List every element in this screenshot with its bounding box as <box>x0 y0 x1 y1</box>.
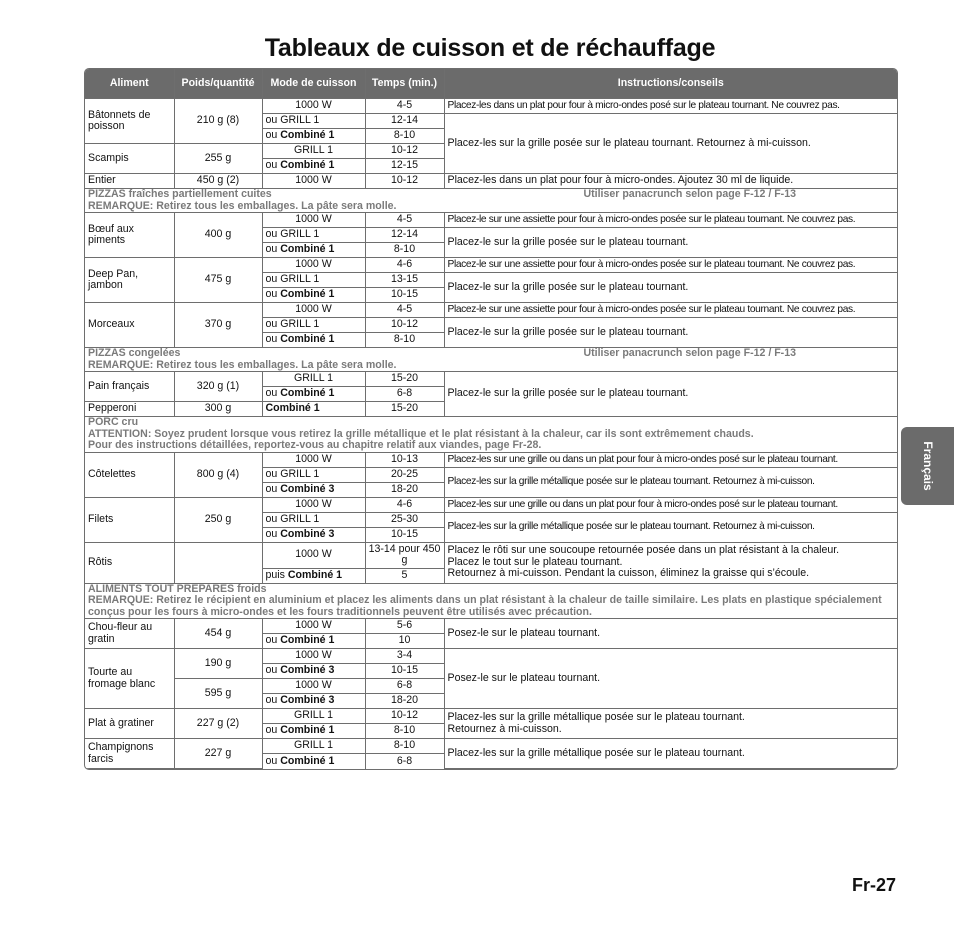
cooking-mode: 1000 W <box>262 452 365 467</box>
instruction: Placez-les sur la grille métallique posée sur le plateau tournant. <box>444 739 897 769</box>
cooking-time: 25-30 <box>365 512 444 527</box>
table-row <box>85 649 897 664</box>
cooking-time: 10-12 <box>365 144 444 159</box>
cooking-table <box>84 68 898 770</box>
cooking-time: 8-10 <box>365 243 444 258</box>
cooking-mode: 1000 W <box>262 303 365 318</box>
cooking-mode: ou Combiné 1 <box>262 159 365 174</box>
cooking-mode: ou Combiné 1 <box>262 243 365 258</box>
food-weight: 210 g (8) <box>174 99 262 144</box>
food-name: Filets <box>85 497 174 542</box>
food-weight: 320 g (1) <box>174 372 262 402</box>
instruction: Placez-les sur la grille métallique posée sur le plateau tournant. Retournez à mi-cuisson. <box>444 512 897 542</box>
instruction: Placez-les sur la grille métallique posée sur le plateau tournant. Retournez à mi-cuisson. <box>444 467 897 497</box>
instruction: Placez-le sur une assiette pour four à micro-ondes posée sur le plateau tournant. Ne couvrez pas. <box>444 303 897 318</box>
food-name: Pepperoni <box>85 402 174 417</box>
cooking-time: 13-15 <box>365 273 444 288</box>
cooking-time: 8-10 <box>365 129 444 144</box>
cooking-mode: 1000 W <box>262 258 365 273</box>
food-name: Pain français <box>85 372 174 402</box>
cooking-time: 3-4 <box>365 649 444 664</box>
cooking-mode: ou Combiné 1 <box>262 387 365 402</box>
cooking-mode: ou Combiné 3 <box>262 694 365 709</box>
food-name: Entier <box>85 174 174 189</box>
cooking-mode: ou Combiné 1 <box>262 724 365 739</box>
cooking-mode: GRILL 1 <box>262 739 365 754</box>
cooking-mode: ou Combiné 1 <box>262 333 365 348</box>
food-name: Scampis <box>85 144 174 174</box>
cooking-time: 6-8 <box>365 679 444 694</box>
cooking-mode: Combiné 1 <box>262 402 365 417</box>
cooking-mode: ou GRILL 1 <box>262 467 365 482</box>
cooking-time: 10-12 <box>365 318 444 333</box>
cooking-time: 10-13 <box>365 452 444 467</box>
instruction: Placez le rôti sur une soucoupe retournée posée dans un plat résistant à la chaleur. Placez le tout sur le plateau tournant. Retournez à mi-cuisson. Pendant la cuisson, éliminez la graisse qui s’écoule. <box>444 542 897 583</box>
food-weight: 595 g <box>174 679 262 709</box>
table-row <box>85 213 897 228</box>
table-row <box>85 303 897 318</box>
cooking-time: 20-25 <box>365 467 444 482</box>
cooking-time: 15-20 <box>365 402 444 417</box>
section-row <box>85 189 897 213</box>
header-instructions: Instructions/conseils <box>444 69 897 99</box>
section-title: PIZZAS fraîches partiellement cuites <box>88 188 272 200</box>
cooking-time: 10-15 <box>365 527 444 542</box>
section-porc <box>85 417 897 453</box>
food-weight: 450 g (2) <box>174 174 262 189</box>
instruction: Placez-les sur une grille ou dans un plat pour four à micro-ondes posé sur le plateau tournant. <box>444 452 897 467</box>
food-name: Bâtonnets de poisson <box>85 99 174 144</box>
instruction: Placez-les dans un plat pour four à micro-ondes posé sur le plateau tournant. Ne couvrez pas. <box>444 99 897 114</box>
cooking-time: 8-10 <box>365 724 444 739</box>
food-weight: 454 g <box>174 619 262 649</box>
table-row <box>85 542 897 568</box>
cooking-mode: GRILL 1 <box>262 144 365 159</box>
page-title: Tableaux de cuisson et de réchauffage <box>264 34 716 62</box>
food-name: Côtelettes <box>85 452 174 497</box>
instruction: Placez-les dans un plat pour four à micro-ondes. Ajoutez 30 ml de liquide. <box>444 174 897 189</box>
table-row <box>85 709 897 724</box>
table-row <box>85 452 897 467</box>
instruction: Placez-les sur la grille métallique posée sur le plateau tournant. Retournez à mi-cuisson. <box>444 709 897 739</box>
cooking-time: 18-20 <box>365 694 444 709</box>
cooking-time: 10-12 <box>365 709 444 724</box>
cooking-time: 10-12 <box>365 174 444 189</box>
cooking-mode: ou GRILL 1 <box>262 114 365 129</box>
section-pizzas-congelees <box>85 348 897 372</box>
cooking-mode: 1000 W <box>262 619 365 634</box>
cooking-time: 15-20 <box>365 372 444 387</box>
cooking-time: 13-14 pour 450 g <box>365 542 444 568</box>
table-row <box>85 99 897 114</box>
section-pizzas-fraiches <box>85 189 897 213</box>
instruction: Placez-le sur la grille posée sur le plateau tournant. <box>444 372 897 417</box>
food-weight: 190 g <box>174 649 262 679</box>
instruction: Posez-le sur le plateau tournant. <box>444 619 897 649</box>
food-weight: 800 g (4) <box>174 452 262 497</box>
cooking-mode: ou Combiné 1 <box>262 129 365 144</box>
food-name: Morceaux <box>85 303 174 348</box>
section-title: PIZZAS congelées <box>88 347 181 359</box>
cooking-time: 4-6 <box>365 497 444 512</box>
language-tab <box>901 427 954 505</box>
cooking-mode: ou GRILL 1 <box>262 318 365 333</box>
table-row <box>85 174 897 189</box>
cooking-mode: ou Combiné 3 <box>262 482 365 497</box>
section-remark: REMARQUE: Retirez tous les emballages. La pâte sera molle. <box>88 199 397 212</box>
food-name: Deep Pan, jambon <box>85 258 174 303</box>
table-row <box>85 258 897 273</box>
section-reference: Utiliser panacrunch selon page F-12 / F-13 <box>583 347 796 359</box>
header-poids: Poids/quantité <box>174 69 262 99</box>
cooking-mode: 1000 W <box>262 649 365 664</box>
cooking-mode: ou Combiné 1 <box>262 288 365 303</box>
cooking-time: 10 <box>365 634 444 649</box>
food-name: Rôtis <box>85 542 174 583</box>
instruction: Placez-le sur une assiette pour four à micro-ondes posée sur le plateau tournant. Ne couvrez pas. <box>444 213 897 228</box>
section-remark: REMARQUE: Retirez tous les emballages. La pâte sera molle. <box>88 358 397 371</box>
cooking-time: 6-8 <box>365 754 444 769</box>
instruction: Placez-le sur la grille posée sur le plateau tournant. <box>444 273 897 303</box>
cooking-time: 8-10 <box>365 739 444 754</box>
cooking-time: 4-5 <box>365 99 444 114</box>
table-row <box>85 372 897 387</box>
header-mode: Mode de cuisson <box>262 69 365 99</box>
cooking-mode: 1000 W <box>262 679 365 694</box>
instruction: Placez-le sur une assiette pour four à micro-ondes posée sur le plateau tournant. Ne couvrez pas. <box>444 258 897 273</box>
cooking-mode: 1000 W <box>262 497 365 512</box>
language-tab-label: Français <box>920 441 935 491</box>
cooking-time: 4-5 <box>365 303 444 318</box>
table-row <box>85 619 897 634</box>
cooking-mode: 1000 W <box>262 213 365 228</box>
cooking-mode: ou GRILL 1 <box>262 512 365 527</box>
section-note: Pour des instructions détaillées, reportez-vous au chapitre relatif aux viandes, page Fr-28. <box>88 439 542 451</box>
section-aliments-prepares <box>85 583 897 619</box>
food-name: Champignons farcis <box>85 739 174 769</box>
section-attention: ATTENTION: Soyez prudent lorsque vous retirez la grille métallique et le plat résistant à la chaleur, car ils sont extrêmement chauds. <box>88 427 754 440</box>
header-temps: Temps (min.) <box>365 69 444 99</box>
header-aliment: Aliment <box>85 69 174 99</box>
table-row <box>85 739 897 754</box>
instruction: Placez-le sur la grille posée sur le plateau tournant. <box>444 228 897 258</box>
section-remark: REMARQUE: Retirez le récipient en aluminium et placez les aliments dans un plat résistant à la chaleur de taille similaire. Les plats en plastique spécialement conçus pour les fours à micro-ondes et les fours traditionnels peuvent être utilisés avec précaution. <box>88 594 882 618</box>
food-name: Chou-fleur au gratin <box>85 619 174 649</box>
food-weight: 370 g <box>174 303 262 348</box>
food-weight: 250 g <box>174 497 262 542</box>
cooking-mode: GRILL 1 <box>262 372 365 387</box>
food-weight: 300 g <box>174 402 262 417</box>
food-weight: 227 g (2) <box>174 709 262 739</box>
cooking-mode: ou GRILL 1 <box>262 228 365 243</box>
food-weight: 255 g <box>174 144 262 174</box>
cooking-time: 4-6 <box>365 258 444 273</box>
cooking-mode: ou GRILL 1 <box>262 273 365 288</box>
food-name: Bœuf aux piments <box>85 213 174 258</box>
section-title: PORC cru <box>88 416 139 428</box>
cooking-mode: ou Combiné 1 <box>262 754 365 769</box>
cooking-time: 18-20 <box>365 482 444 497</box>
table-row <box>85 497 897 512</box>
cooking-mode: 1000 W <box>262 174 365 189</box>
instruction: Placez-les sur une grille ou dans un plat pour four à micro-ondes posé sur le plateau tournant. <box>444 497 897 512</box>
cooking-mode: ou Combiné 3 <box>262 527 365 542</box>
cooking-mode: ou Combiné 3 <box>262 664 365 679</box>
cooking-time: 5 <box>365 568 444 583</box>
section-title: ALIMENTS TOUT PREPARES froids <box>88 582 267 595</box>
food-name: Plat à gratiner <box>85 709 174 739</box>
cooking-time: 5-6 <box>365 619 444 634</box>
cooking-time: 12-14 <box>365 228 444 243</box>
food-name: Tourte au fromage blanc <box>85 649 174 709</box>
food-weight <box>174 542 262 583</box>
section-row <box>85 348 897 372</box>
cooking-time: 12-15 <box>365 159 444 174</box>
cooking-time: 12-14 <box>365 114 444 129</box>
section-row <box>85 583 897 619</box>
instruction: Placez-les sur la grille posée sur le plateau tournant. Retournez à mi-cuisson. <box>444 114 897 174</box>
cooking-time: 8-10 <box>365 333 444 348</box>
cooking-time: 10-15 <box>365 664 444 679</box>
cooking-mode: GRILL 1 <box>262 709 365 724</box>
food-weight: 475 g <box>174 258 262 303</box>
page-number: Fr-27 <box>851 875 896 895</box>
food-weight: 227 g <box>174 739 262 769</box>
food-weight: 400 g <box>174 213 262 258</box>
cooking-mode: 1000 W <box>262 99 365 114</box>
cooking-mode: 1000 W <box>262 542 365 568</box>
cooking-time: 6-8 <box>365 387 444 402</box>
cooking-time: 10-15 <box>365 288 444 303</box>
cooking-mode: ou Combiné 1 <box>262 634 365 649</box>
section-reference: Utiliser panacrunch selon page F-12 / F-13 <box>583 188 796 200</box>
instruction: Placez-le sur la grille posée sur le plateau tournant. <box>444 318 897 348</box>
cooking-time: 4-5 <box>365 213 444 228</box>
cooking-mode: puis Combiné 1 <box>262 568 365 583</box>
instruction: Posez-le sur le plateau tournant. <box>444 649 897 709</box>
section-row <box>85 417 897 453</box>
table-header-row <box>85 69 897 99</box>
